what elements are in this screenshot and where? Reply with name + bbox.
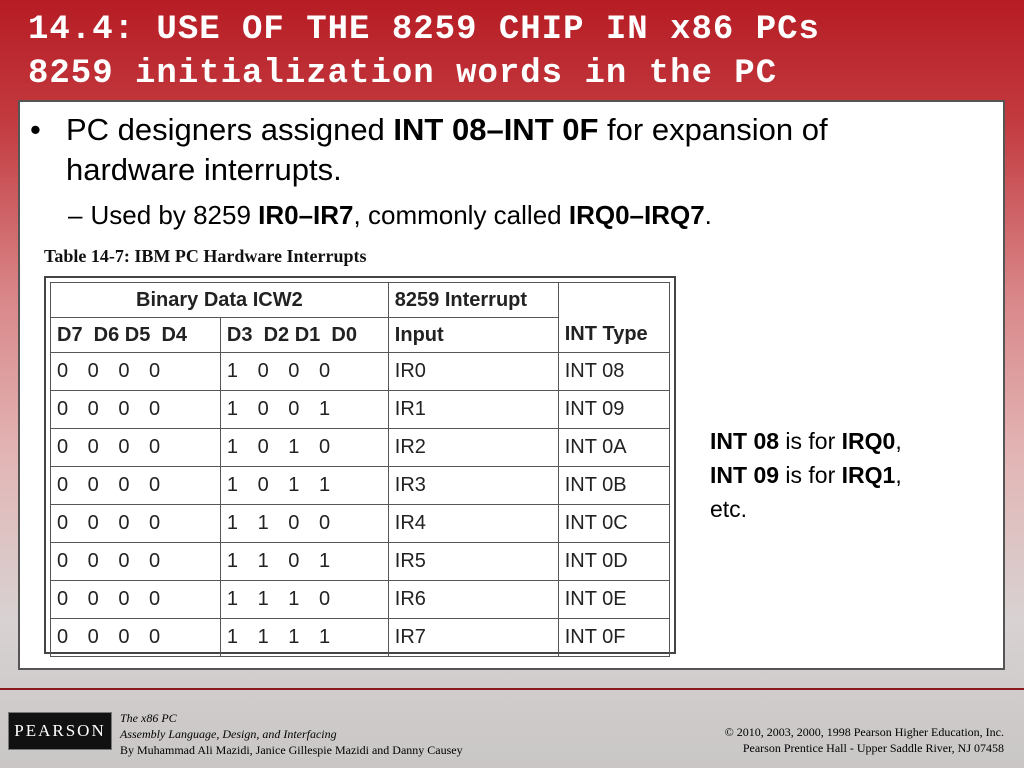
main-bullet-text (66, 110, 870, 190)
cell-int-type: INT 0A (558, 429, 669, 467)
main-bullet-post: for expansion of hardware interrupts. (66, 112, 828, 187)
book-info (120, 710, 463, 758)
interrupt-table-frame (44, 276, 676, 654)
note-is-for-1: is for (779, 428, 842, 454)
copyright-text: © 2010, 2003, 2000, 1998 Pearson Higher Education, Inc. (724, 725, 1004, 739)
sub-bullet-marker: – (68, 200, 83, 230)
table-header-row-1 (51, 283, 670, 318)
pearson-logo: PEARSON (8, 712, 112, 750)
sub-bullet-mid: , commonly called (353, 200, 569, 230)
table-row (51, 353, 670, 391)
cell-int-type: INT 09 (558, 391, 669, 429)
cell-input: IR0 (388, 353, 558, 391)
note-irq1: IRQ1 (841, 462, 896, 488)
table-row (51, 619, 670, 657)
cell-input: IR4 (388, 505, 558, 543)
header-binary-data: Binary Data ICW2 (51, 283, 389, 318)
cell-low-bits: 1 0 1 0 (220, 429, 388, 467)
side-note (710, 424, 1000, 526)
cell-int-type: INT 08 (558, 353, 669, 391)
table-row (51, 505, 670, 543)
sub-bullet-pre: Used by 8259 (90, 200, 259, 230)
cell-low-bits: 1 1 1 1 (220, 619, 388, 657)
cell-input: IR2 (388, 429, 558, 467)
cell-low-bits: 1 0 1 1 (220, 467, 388, 505)
header-blank (558, 283, 669, 318)
sub-bullet-bold-2: IRQ0–IRQ7 (568, 200, 705, 230)
cell-high-bits: 0 0 0 0 (51, 391, 221, 429)
cell-input: IR1 (388, 391, 558, 429)
cell-low-bits: 1 0 0 1 (220, 391, 388, 429)
note-is-for-2: is for (779, 462, 842, 488)
table-row (51, 429, 670, 467)
publisher-text: Pearson Prentice Hall - Upper Saddle River, NJ 07458 (742, 741, 1004, 755)
note-line-1 (710, 424, 1000, 458)
note-comma-2: , (895, 462, 902, 488)
header-d7-d4: D7 D6 D5 D4 (51, 318, 221, 353)
table-caption: Table 14-7: IBM PC Hardware Interrupts (44, 246, 367, 266)
main-bullet (30, 110, 870, 190)
cell-int-type: INT 0B (558, 467, 669, 505)
sub-bullet-bold-1: IR0–IR7 (258, 200, 354, 230)
book-subtitle: Assembly Language, Design, and Interfacing (120, 727, 337, 741)
main-bullet-pre: PC designers assigned (66, 112, 394, 147)
cell-low-bits: 1 1 0 1 (220, 543, 388, 581)
table-header-row-2 (51, 318, 670, 353)
note-line-2 (710, 458, 1000, 492)
cell-input: IR6 (388, 581, 558, 619)
header-d3-d0: D3 D2 D1 D0 (220, 318, 388, 353)
copyright-info (725, 724, 1004, 756)
cell-int-type: INT 0C (558, 505, 669, 543)
cell-int-type: INT 0E (558, 581, 669, 619)
table-row (51, 543, 670, 581)
cell-high-bits: 0 0 0 0 (51, 429, 221, 467)
content-panel (18, 100, 1005, 670)
book-title: The x86 PC (120, 711, 177, 725)
note-int09: INT 09 (710, 462, 780, 488)
table-row (51, 391, 670, 429)
cell-high-bits: 0 0 0 0 (51, 543, 221, 581)
cell-input: IR5 (388, 543, 558, 581)
note-int08: INT 08 (710, 428, 780, 454)
slide-title (28, 8, 1008, 96)
cell-high-bits: 0 0 0 0 (51, 467, 221, 505)
main-bullet-bold: INT 08–INT 0F (393, 112, 599, 147)
title-line-2: 8259 initialization words in the PC (28, 55, 778, 93)
sub-bullet-post: . (704, 200, 712, 230)
title-line-1: 14.4: USE OF THE 8259 CHIP IN x86 PCs (28, 11, 820, 49)
cell-low-bits: 1 1 1 0 (220, 581, 388, 619)
header-input: Input (388, 318, 558, 353)
note-comma-1: , (895, 428, 902, 454)
cell-high-bits: 0 0 0 0 (51, 619, 221, 657)
table-row (51, 581, 670, 619)
header-8259-interrupt: 8259 Interrupt (388, 283, 558, 318)
note-line-3: etc. (710, 496, 748, 522)
cell-low-bits: 1 0 0 0 (220, 353, 388, 391)
cell-int-type: INT 0D (558, 543, 669, 581)
cell-low-bits: 1 1 0 0 (220, 505, 388, 543)
cell-input: IR7 (388, 619, 558, 657)
cell-int-type: INT 0F (558, 619, 669, 657)
header-int-type: INT Type (558, 318, 669, 353)
bullet-marker: • (30, 112, 41, 147)
cell-high-bits: 0 0 0 0 (51, 581, 221, 619)
cell-high-bits: 0 0 0 0 (51, 353, 221, 391)
table-row (51, 467, 670, 505)
cell-input: IR3 (388, 467, 558, 505)
book-authors: By Muhammad Ali Mazidi, Janice Gillespie Mazidi and Danny Causey (120, 743, 463, 757)
footer-divider (0, 688, 1024, 690)
cell-high-bits: 0 0 0 0 (51, 505, 221, 543)
sub-bullet (68, 198, 968, 232)
interrupt-table (50, 282, 670, 657)
note-irq0: IRQ0 (841, 428, 896, 454)
